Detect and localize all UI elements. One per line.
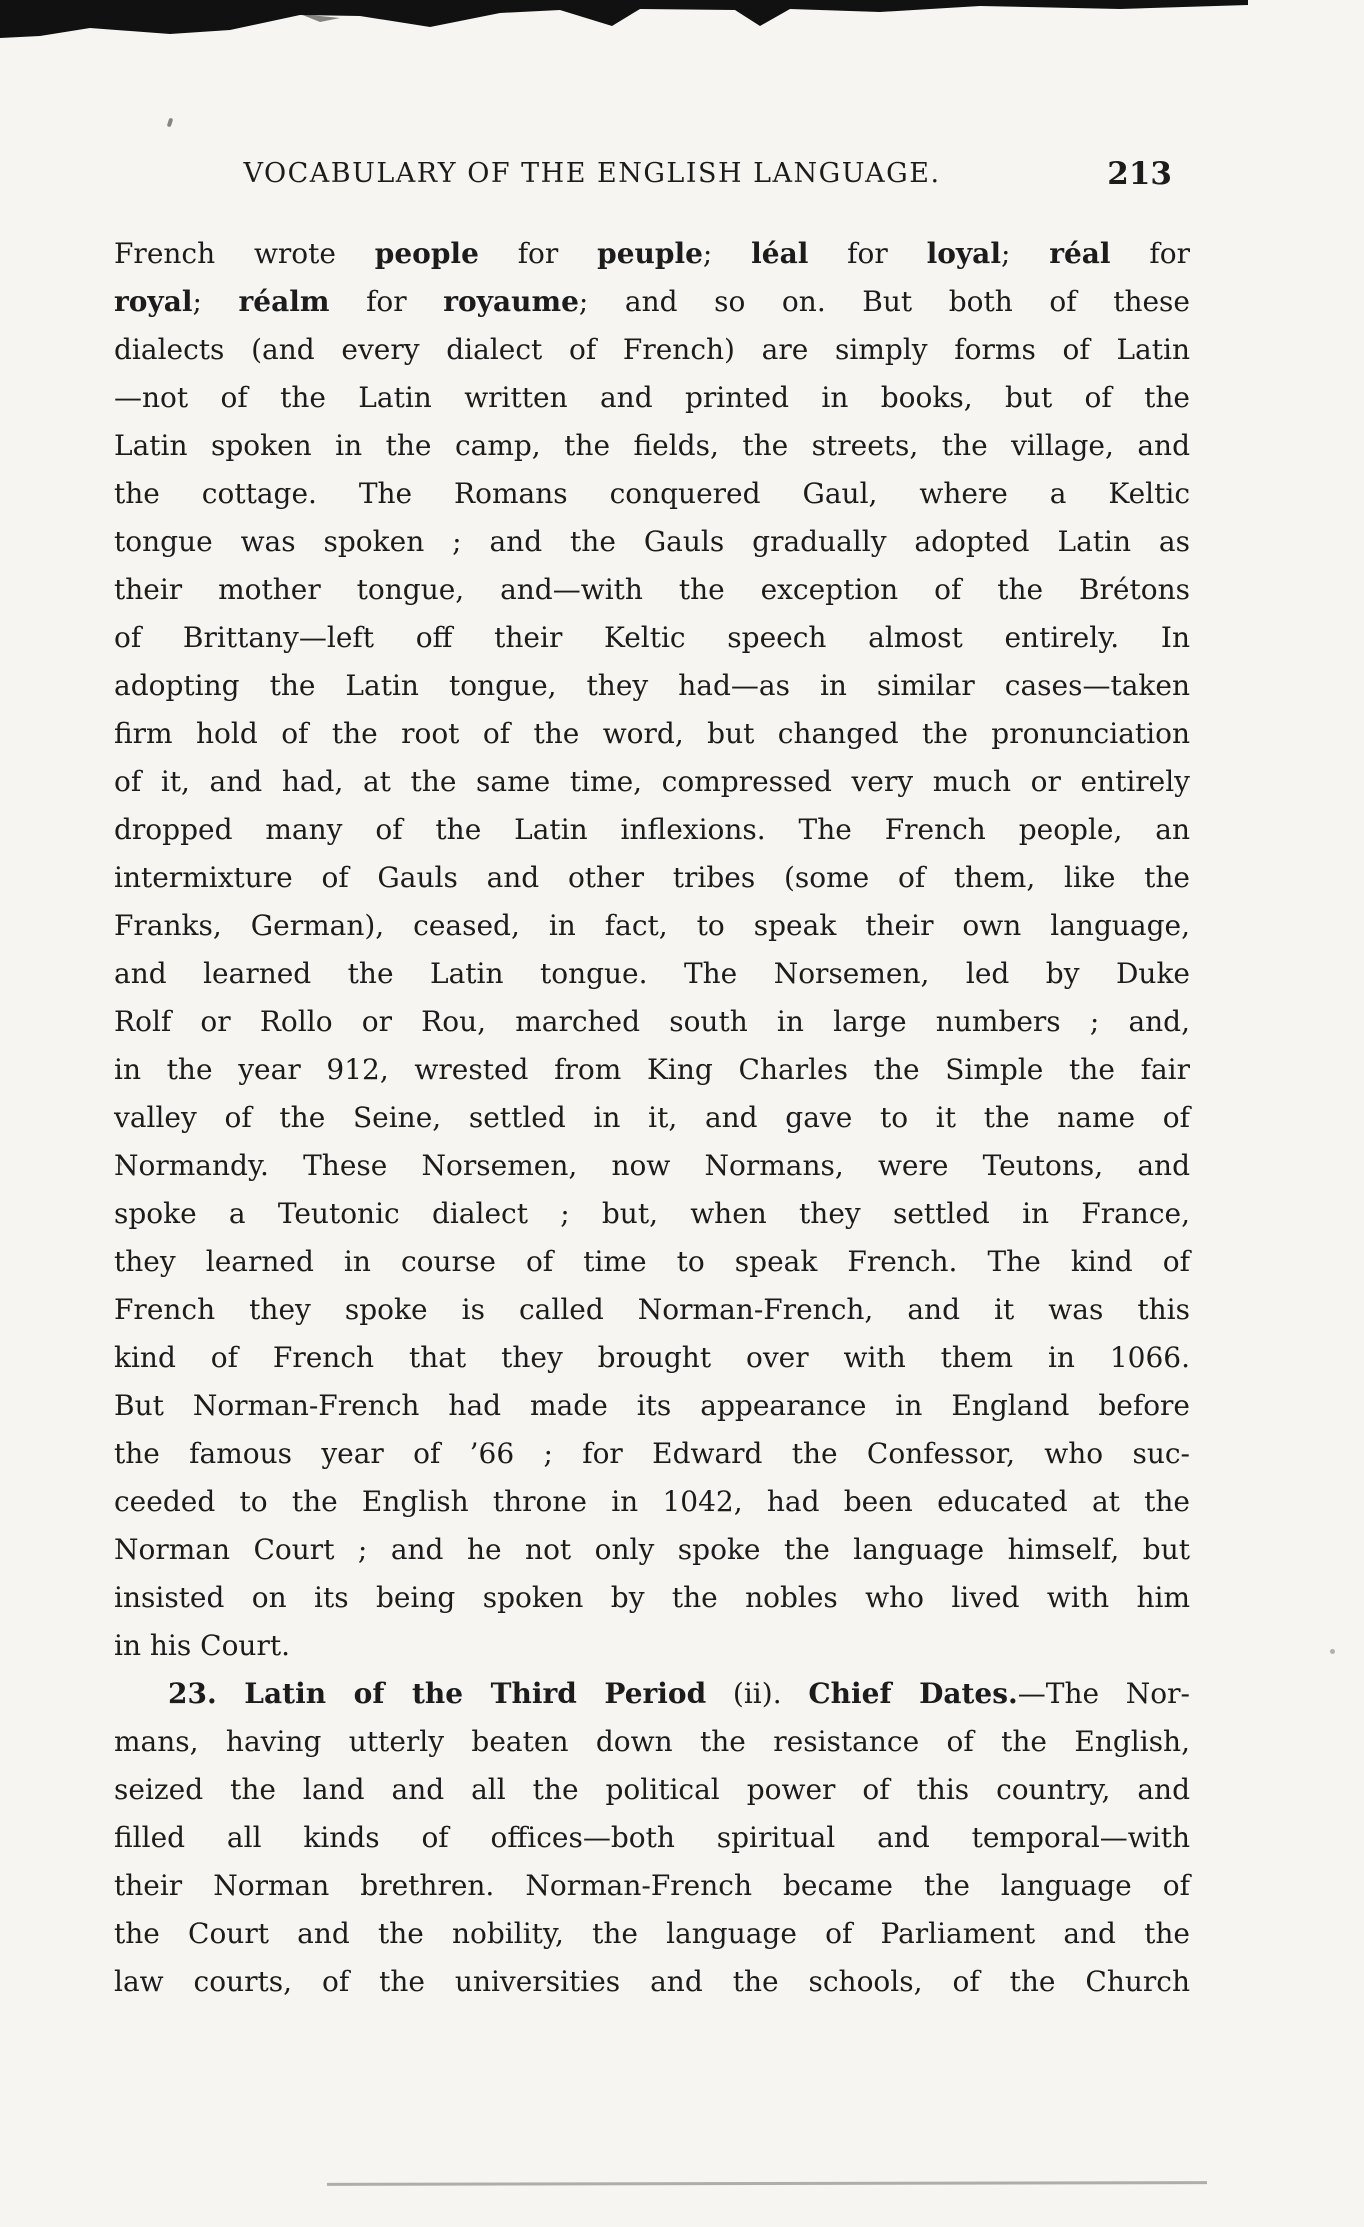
text-line (114, 1190, 1190, 1238)
text-line (114, 326, 1190, 374)
text-line (114, 758, 1190, 806)
bold-text-run: réalm (238, 285, 330, 318)
text-line (114, 1094, 1190, 1142)
text-run: adopting the Latin tongue, they had—as in similar cases—taken (114, 669, 1190, 702)
text-run: for (329, 285, 444, 318)
text-line (114, 470, 1190, 518)
text-run: intermixture of Gauls and other tribes (some of them, like the (114, 861, 1190, 894)
text-run: mans, having utterly beaten down the resistance of the English, (114, 1725, 1190, 1758)
text-line (114, 1622, 1190, 1670)
scan-speck (1330, 1649, 1335, 1654)
text-run: ; (1000, 237, 1050, 270)
scan-artifact-top-edge (0, 0, 1364, 60)
text-line (114, 374, 1190, 422)
text-run: But Norman-French had made its appearance in England before (114, 1389, 1190, 1422)
text-line (114, 710, 1190, 758)
bold-text-run: léal (751, 237, 809, 270)
text-run: (ii). (706, 1677, 809, 1710)
bold-text-run: loyal (926, 237, 1001, 270)
text-run: Franks, German), ceased, in fact, to speak their own language, (114, 909, 1190, 942)
text-line (114, 1766, 1190, 1814)
text-line (114, 902, 1190, 950)
text-line (114, 1862, 1190, 1910)
text-run: French wrote (114, 237, 375, 270)
text-line (114, 1958, 1190, 2006)
text-line (114, 1430, 1190, 1478)
text-line (114, 1046, 1190, 1094)
text-run: the famous year of ’66 ; for Edward the Confessor, who suc- (114, 1437, 1190, 1470)
text-run: —The Nor- (1017, 1677, 1190, 1710)
bold-text-run: royaume (443, 285, 579, 318)
bold-text-run: peuple (597, 237, 703, 270)
text-run: firm hold of the root of the word, but changed the pronunciation (114, 717, 1190, 750)
text-run: Norman Court ; and he not only spoke the language himself, but (114, 1533, 1190, 1566)
text-line (114, 566, 1190, 614)
text-run: and learned the Latin tongue. The Norsemen, led by Duke (114, 957, 1190, 990)
text-line (114, 1478, 1190, 1526)
text-run: the Court and the nobility, the language of Parliament and the (114, 1917, 1190, 1950)
text-line (114, 1670, 1190, 1718)
text-line (114, 1238, 1190, 1286)
text-line (114, 1814, 1190, 1862)
text-line (114, 1526, 1190, 1574)
text-run: in his Court. (114, 1629, 290, 1662)
scan-speck (118, 1162, 122, 1166)
text-run: ; (192, 285, 239, 318)
text-line (114, 662, 1190, 710)
text-run: ceeded to the English throne in 1042, had been educated at the (114, 1485, 1190, 1518)
text-run: ; and so on. But both of these (578, 285, 1190, 318)
text-run: ; (702, 237, 752, 270)
page-header (114, 152, 1190, 196)
text-run: for (1110, 237, 1190, 270)
text-line (114, 230, 1190, 278)
text-line (114, 1382, 1190, 1430)
text-run: Rolf or Rollo or Rou, marched south in large numbers ; and, (114, 1005, 1190, 1038)
text-line (114, 518, 1190, 566)
text-line (114, 1334, 1190, 1382)
text-run: their Norman brethren. Norman-French became the language of (114, 1869, 1190, 1902)
bold-text-run: 23. Latin of the Third Period (168, 1677, 707, 1710)
scan-artifact-bottom-line (327, 2181, 1207, 2186)
text-run: of it, and had, at the same time, compressed very much or entirely (114, 765, 1190, 798)
bold-text-run: réal (1049, 237, 1111, 270)
text-run: Latin spoken in the camp, the fields, the streets, the village, and (114, 429, 1190, 462)
text-run: Normandy. These Norsemen, now Normans, were Teutons, and (114, 1149, 1190, 1182)
text-run: for (478, 237, 598, 270)
text-line (114, 1142, 1190, 1190)
text-line (114, 1910, 1190, 1958)
page-number: 213 (1107, 156, 1172, 192)
text-run: law courts, of the universities and the schools, of the Church (114, 1965, 1190, 1998)
text-run: tongue was spoken ; and the Gauls gradually adopted Latin as (114, 525, 1190, 558)
text-run: valley of the Seine, settled in it, and gave to it the name of (114, 1101, 1190, 1134)
text-run: kind of French that they brought over with them in 1066. (114, 1341, 1190, 1374)
text-block (114, 230, 1190, 2006)
text-run: dropped many of the Latin inflexions. The French people, an (114, 813, 1190, 846)
bold-text-run: royal (114, 285, 193, 318)
text-run: insisted on its being spoken by the nobles who lived with him (114, 1581, 1190, 1614)
text-line (114, 806, 1190, 854)
text-line (114, 1718, 1190, 1766)
text-line (114, 998, 1190, 1046)
text-line (114, 422, 1190, 470)
scan-speck (167, 118, 174, 128)
text-run: —not of the Latin written and printed in books, but of the (114, 381, 1190, 414)
text-run: in the year 912, wrested from King Charles the Simple the fair (114, 1053, 1190, 1086)
text-run: of Brittany—left off their Keltic speech almost entirely. In (114, 621, 1190, 654)
running-title: VOCABULARY OF THE ENGLISH LANGUAGE. (243, 158, 941, 189)
text-run: French they spoke is called Norman-French, and it was this (114, 1293, 1190, 1326)
text-line (114, 278, 1190, 326)
bold-text-run: people (374, 237, 479, 270)
bold-text-run: Chief Dates. (808, 1677, 1018, 1710)
text-run: they learned in course of time to speak French. The kind of (114, 1245, 1190, 1278)
text-line (114, 1286, 1190, 1334)
text-run: seized the land and all the political power of this country, and (114, 1773, 1190, 1806)
text-line (114, 1574, 1190, 1622)
text-run: dialects (and every dialect of French) are simply forms of Latin (114, 333, 1190, 366)
text-line (114, 854, 1190, 902)
text-line (114, 614, 1190, 662)
text-run: for (808, 237, 927, 270)
text-run: the cottage. The Romans conquered Gaul, where a Keltic (114, 477, 1190, 510)
text-run: their mother tongue, and—with the exception of the Brétons (114, 573, 1190, 606)
text-line (114, 950, 1190, 998)
text-run: filled all kinds of offices—both spiritual and temporal—with (114, 1821, 1190, 1854)
text-run: spoke a Teutonic dialect ; but, when they settled in France, (114, 1197, 1190, 1230)
